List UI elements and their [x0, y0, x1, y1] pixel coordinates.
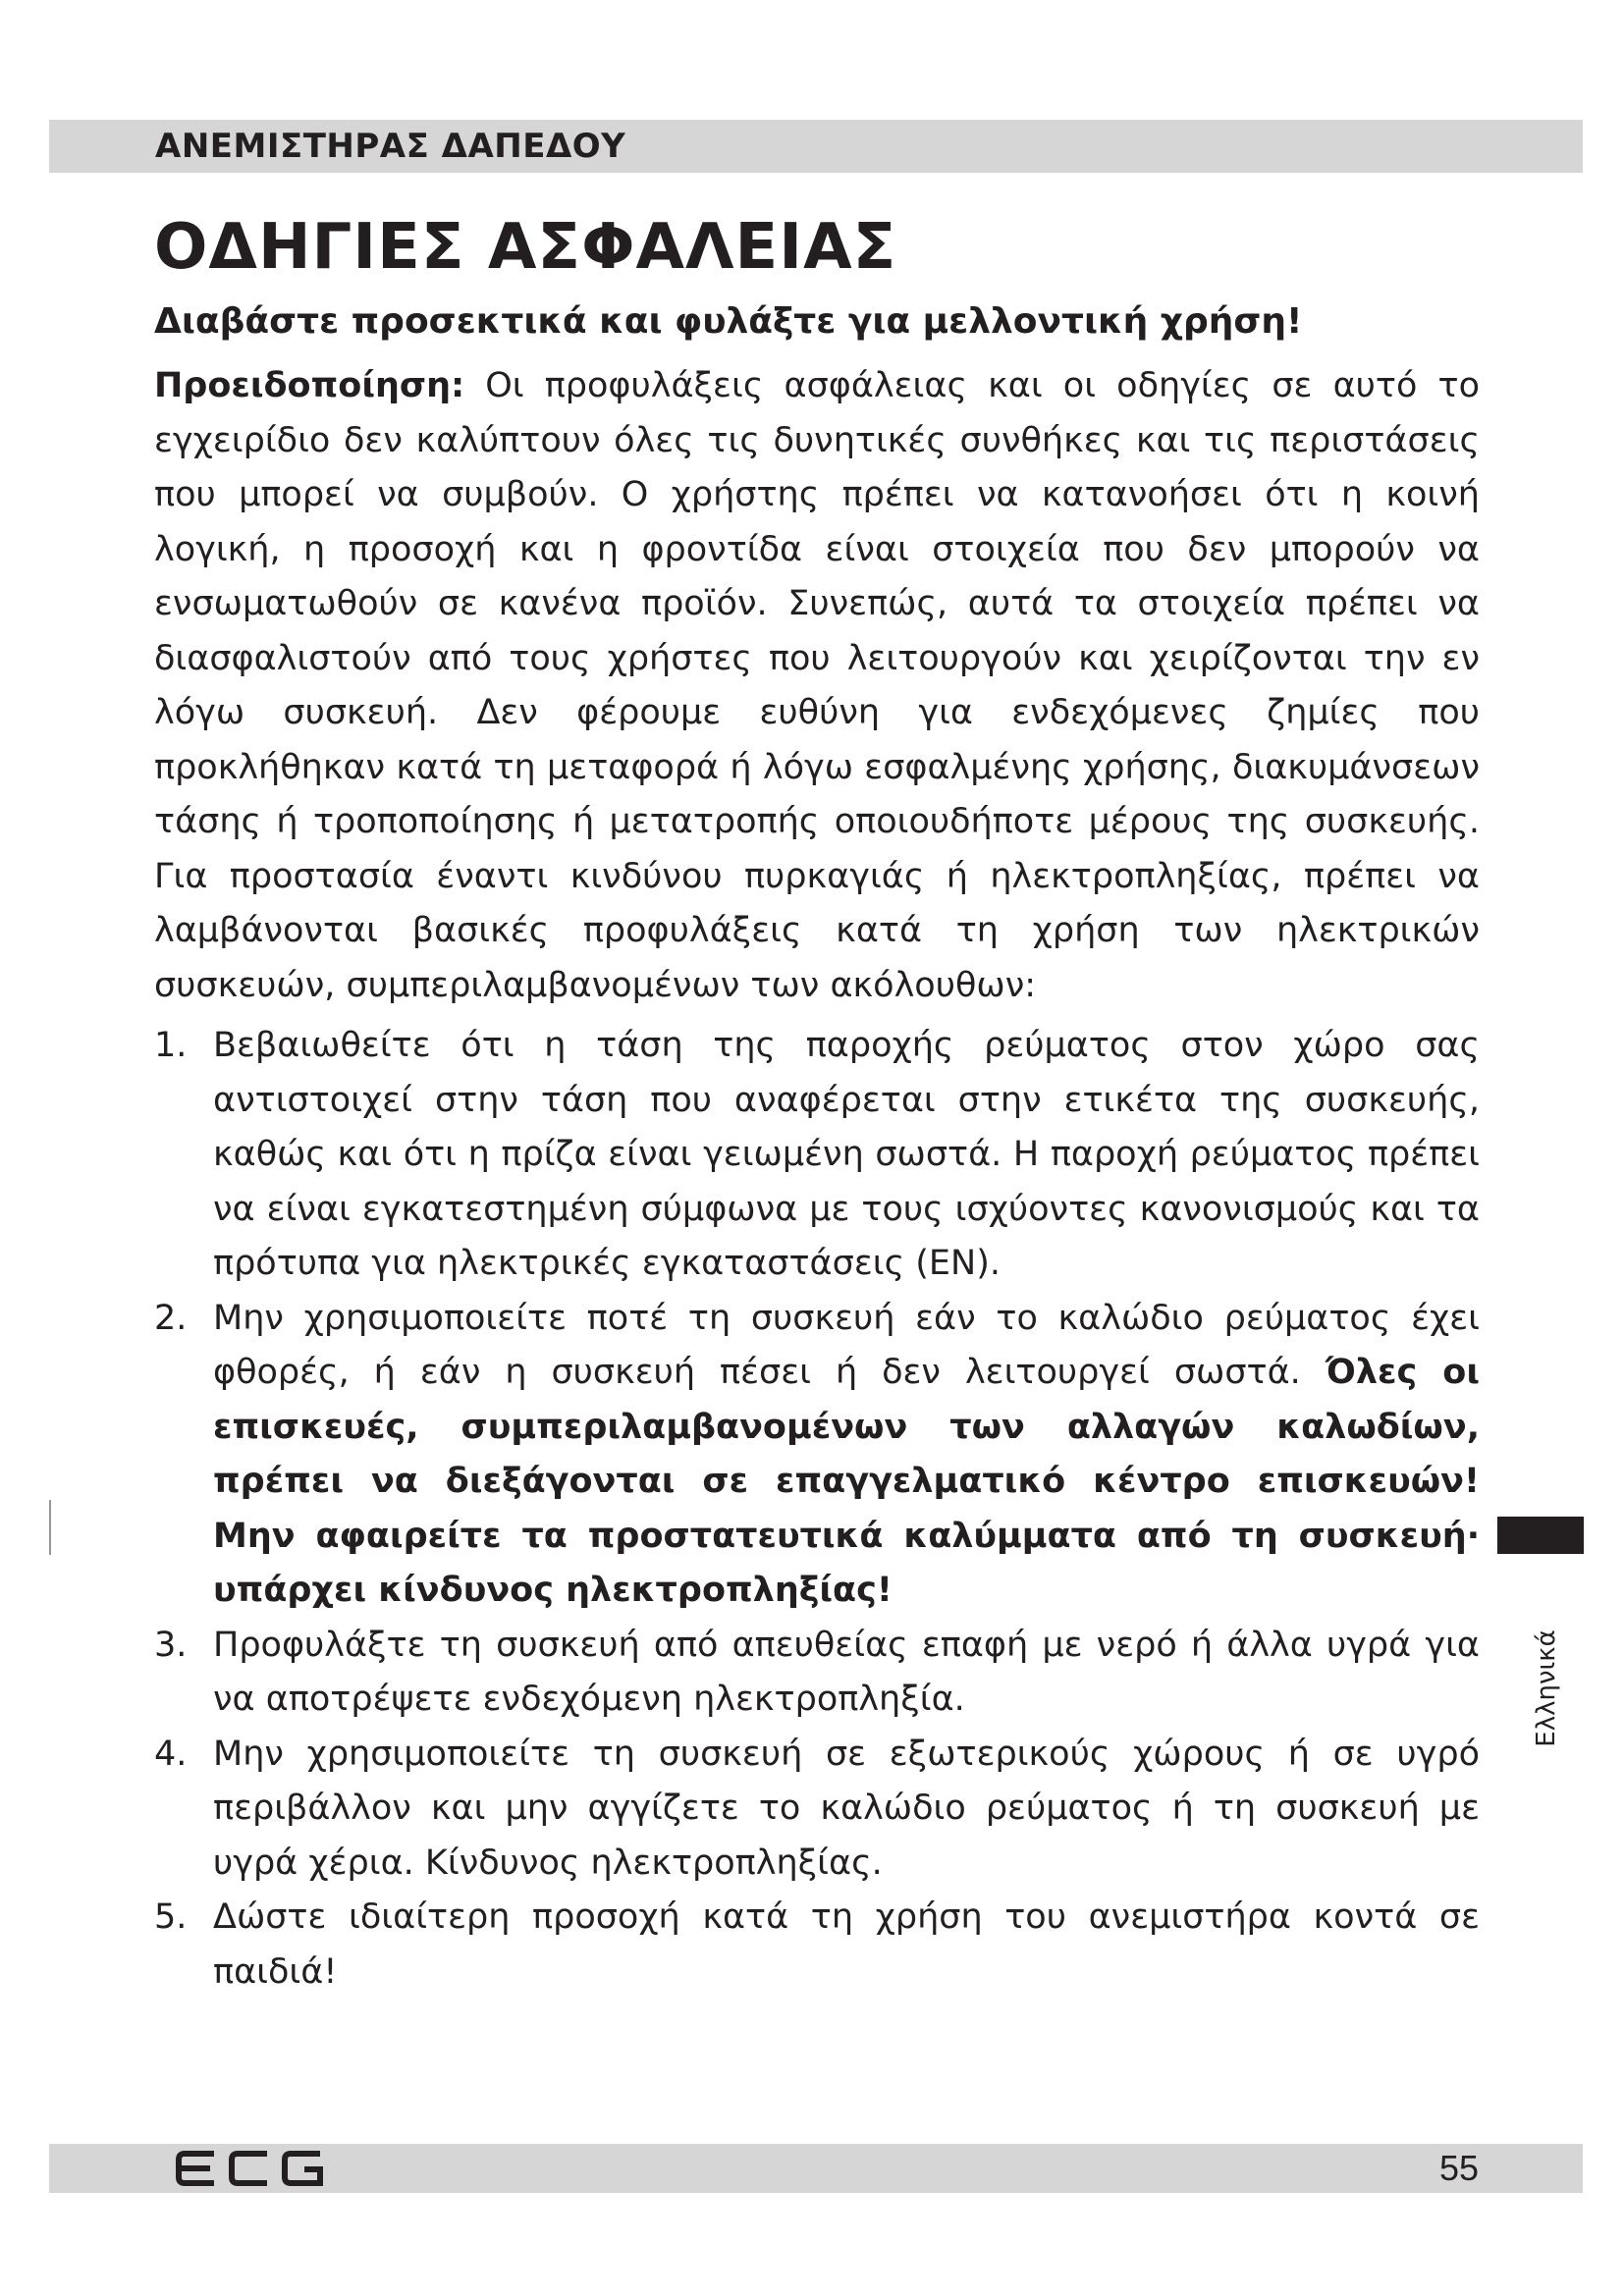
page-number: 55	[1438, 2148, 1479, 2188]
page-subtitle: Διαβάστε προσεκτικά και φυλάξτε για μελλοντική χρήση!	[154, 301, 1303, 342]
safety-item-5	[154, 1891, 1480, 2000]
warning-label: Προειδοποίηση:	[154, 366, 465, 405]
item-text: Μην χρησιμοποιείτε τη συσκευή σε εξωτερικούς χώρους ή σε υγρό περιβάλλον και μην αγγίζετε το καλώδιο ρεύματος ή τη συσκευή με υγρά χέρια. Κίνδυνος ηλεκτροπληξίας.	[213, 1734, 1480, 1883]
safety-item-1	[154, 1019, 1480, 1292]
item-number: 3.	[154, 1625, 188, 1665]
item-bold-warning: Όλες οι επισκευές, συμπεριλαμβανομένων των αλλαγών καλωδίων, πρέπει να διεξάγονται σε επαγγελματικό κέντρο επισκευών! Μην αφαιρείτε τα προστατευτικά καλύμματα από τη συσκευή· υπάρχει κίνδυνος ηλεκτροπληξίας!	[213, 1353, 1480, 1610]
header-bar	[49, 120, 1583, 173]
item-number: 1.	[154, 1026, 188, 1065]
item-number: 4.	[154, 1734, 188, 1774]
item-text: Προφυλάξτε τη συσκευή από απευθείας επαφή με νερό ή άλλα υγρά για να αποτρέψετε ενδεχόμενη ηλεκτροπληξία.	[213, 1625, 1480, 1719]
safety-list	[154, 1019, 1480, 2000]
item-text: Δώστε ιδιαίτερη προσοχή κατά τη χρήση του ανεμιστήρα κοντά σε παιδιά!	[213, 1897, 1480, 1992]
warning-text: Οι προφυλάξεις ασφάλειας και οι οδηγίες σε αυτό το εγχειρίδιο δεν καλύπτουν όλες τις δυνητικές συνθήκες και τις περιστάσεις που μπορεί να συμβούν. Ο χρήστης πρέπει να κατανοήσει ότι η κοινή λογική, η προσοχή και η φροντίδα είναι στοιχεία που δεν μπορούν να ενσωματωθούν σε κανένα προϊόν. Συνεπώς, αυτά τα στοιχεία πρέπει να διασφαλιστούν από τους χρήστες που λειτουργούν και χειρίζονται την εν λόγω συσκευή. Δεν φέρουμε ευθύνη για ενδεχόμενες ζημίες που προκλήθηκαν κατά τη μεταφορά ή λόγω εσφαλμένης χρήσης, διακυμάνσεων τάσης ή τροποποίησης ή μετατροπής οποιουδήποτε μέρους της συσκευής. Για προστασία έναντι κινδύνου πυρκαγιάς ή ηλεκτροπληξίας, πρέπει να λαμβάνονται βασικές προφυλάξεις κατά τη χρήση των ηλεκτρικών συσκευών, συμπεριλαμβανομένων των ακόλουθων:	[154, 366, 1480, 1005]
language-label: Ελληνικά	[1532, 1629, 1561, 1747]
item-number: 5.	[154, 1897, 188, 1937]
safety-item-2	[154, 1292, 1480, 1619]
safety-item-4	[154, 1728, 1480, 1892]
page-title: ΟΔΗΓΙΕΣ ΑΣΦΑΛΕΙΑΣ	[154, 211, 897, 284]
section-title: ΑΝΕΜΙΣΤΗΡΑΣ ΔΑΠΕΔΟΥ	[155, 127, 626, 166]
ecg-logo	[175, 2150, 324, 2187]
main-content	[154, 204, 1480, 2000]
safety-item-3	[154, 1619, 1480, 1728]
margin-mark	[49, 1500, 51, 1555]
item-number: 2.	[154, 1298, 188, 1338]
warning-paragraph	[154, 359, 1480, 1013]
language-tab-marker	[1497, 1517, 1584, 1554]
item-text: Βεβαιωθείτε ότι η τάση της παροχής ρεύματος στον χώρο σας αντιστοιχεί στην τάση που αναφέρεται στην ετικέτα της συσκευής, καθώς και ότι η πρίζα είναι γειωμένη σωστά. Η παροχή ρεύματος πρέπει να είναι εγκατεστημένη σύμφωνα με τους ισχύοντες κανονισμούς και τα πρότυπα για ηλεκτρικές εγκαταστάσεις (EN).	[213, 1026, 1480, 1283]
item-text: Μην χρησιμοποιείτε ποτέ τη συσκευή εάν το καλώδιο ρεύματος έχει φθορές, ή εάν η συσκευή πέσει ή δεν λειτουργεί σωστά.	[213, 1298, 1480, 1392]
